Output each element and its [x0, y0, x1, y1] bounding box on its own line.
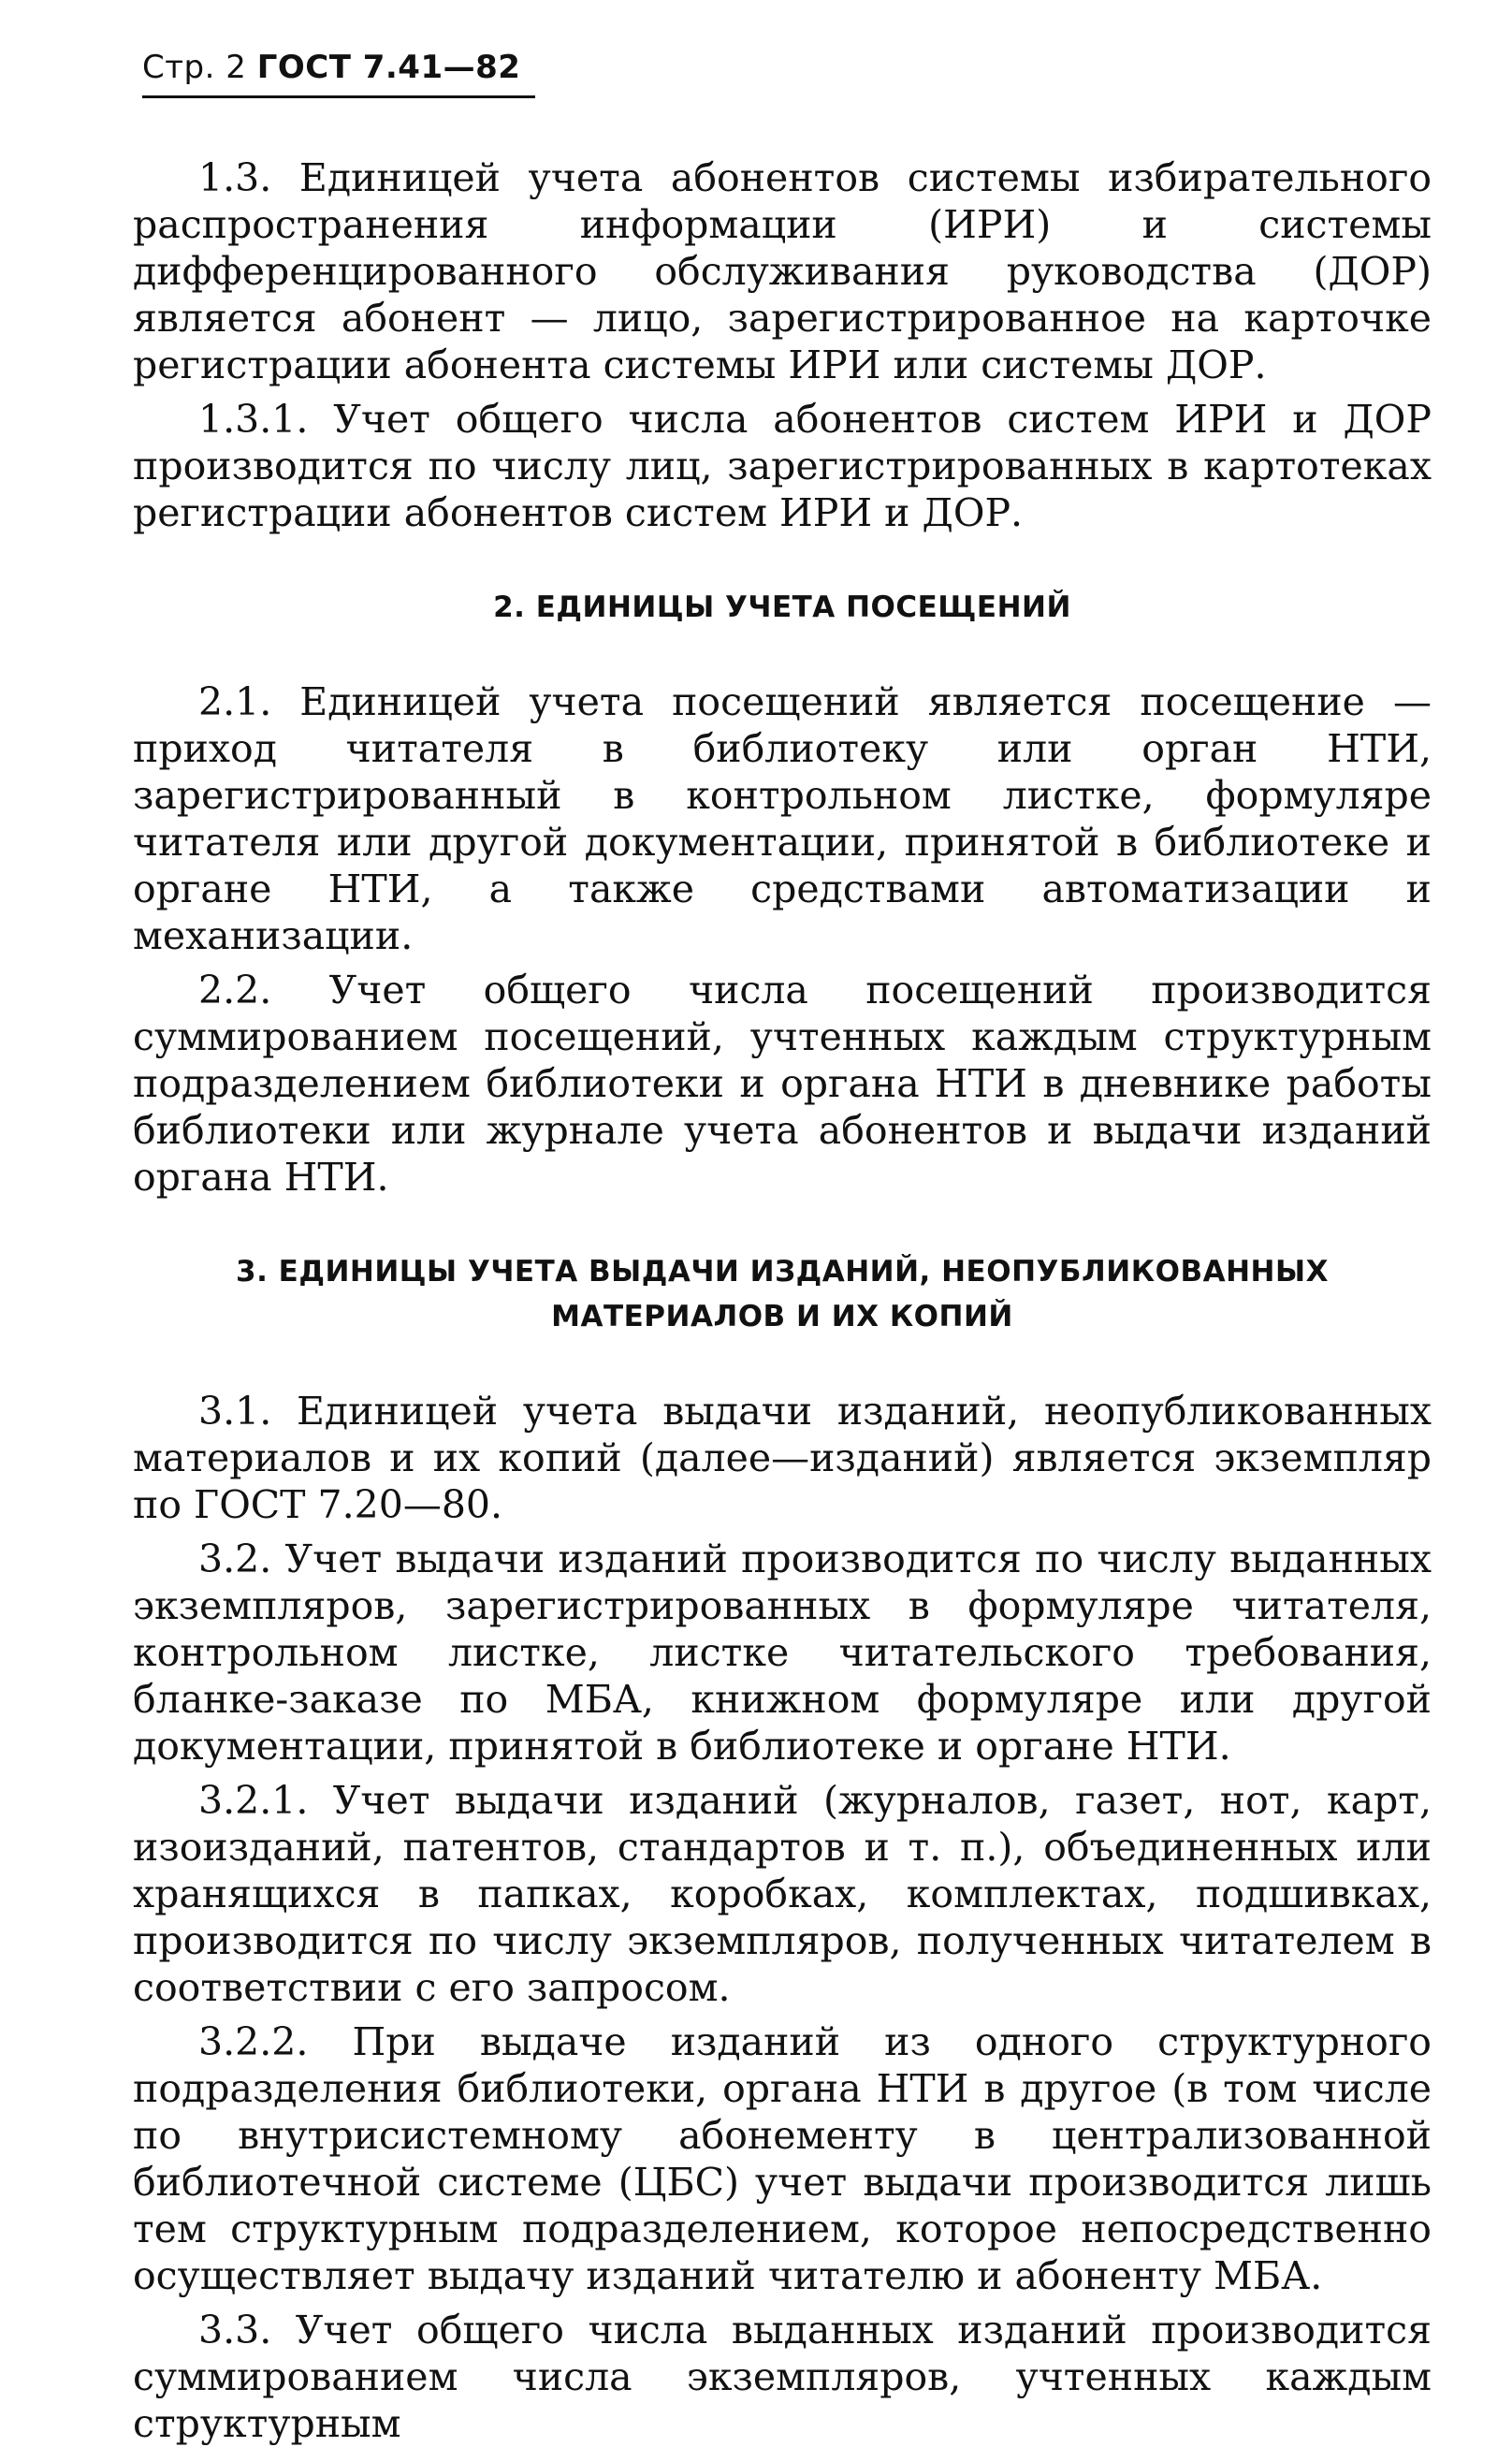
paragraph-2-1: 2.1. Единицей учета посещений является посещение — приход читателя в библиотеку или орган НТИ, зарегистрированный в контрольном листке, формуляре читателя или другой документации, принятой в библиотеке и органе НТИ, а также средствами автоматизации и механизации. — [133, 679, 1432, 958]
document-body — [133, 154, 1432, 2447]
paragraph-3-3: 3.3. Учет общего числа выданных изданий производится суммированием числа экземпляров, учтенных каждым структурным — [133, 2308, 1432, 2446]
section-3-heading — [133, 1249, 1432, 1339]
paragraph-3-1: 3.1. Единицей учета выдачи изданий, неопубликованных материалов и их копий (далее—изданий) является экземпляр по ГОСТ 7.20—80. — [133, 1389, 1432, 1527]
running-header — [142, 49, 520, 86]
paragraph-2-2: 2.2. Учет общего числа посещений производится суммированием посещений, учтенных каждым структурным подразделением библиотеки и органа НТИ в дневнике работы библиотеки или журнале учета абонентов и выдачи изданий органа НТИ. — [133, 968, 1432, 1200]
paragraph-1-3: 1.3. Единицей учета абонентов системы избирательного распространения информации (ИРИ) и системы дифференцированного обслуживания руководства (ДОР) является абонент — лицо, зарегистрированное на карточке регистрации абонента системы ИРИ или системы ДОР. — [133, 155, 1432, 387]
header-rule — [142, 95, 535, 98]
standard-number: ГОСТ 7.41—82 — [256, 49, 521, 86]
page-number-label: Стр. 2 — [142, 49, 247, 86]
paragraph-3-2-2: 3.2.2. При выдаче изданий из одного структурного подразделения библиотеки, органа НТИ в другое (в том числе по внутрисистемному абонементу в централизованной библиотечной системе (ЦБС) учет выдачи производится лишь тем структурным подразделением, которое непосредственно осуществляет выдачу изданий читателю и абоненту МБА. — [133, 2019, 1432, 2298]
paragraph-1-3-1: 1.3.1. Учет общего числа абонентов систем ИРИ и ДОР производится по числу лиц, зарегистрированных в картотеках регистрации абонентов систем ИРИ и ДОР. — [133, 397, 1432, 535]
section-3-heading-line-1: 3. ЕДИНИЦЫ УЧЕТА ВЫДАЧИ ИЗДАНИЙ, НЕОПУБЛИКОВАННЫХ — [236, 1255, 1329, 1289]
section-2-heading: 2. ЕДИНИЦЫ УЧЕТА ПОСЕЩЕНИЙ — [493, 590, 1071, 624]
section-3-heading-line-2: МАТЕРИАЛОВ И ИХ КОПИЙ — [551, 1300, 1013, 1333]
paragraph-3-2-1: 3.2.1. Учет выдачи изданий (журналов, газет, нот, карт, изоизданий, патентов, стандартов и т. п.), объединенных или хранящихся в папках, коробках, комплектах, подшивках, производится по числу экземпляров, полученных читателем в соответствии с его запросом. — [133, 1778, 1432, 2010]
paragraph-3-2: 3.2. Учет выдачи изданий производится по числу выданных экземпляров, зарегистрированных в формуляре читателя, контрольном листке, листке читательского требования, бланке-заказе по МБА, книжном формуляре или другой документации, принятой в библиотеке и органе НТИ. — [133, 1537, 1432, 1769]
